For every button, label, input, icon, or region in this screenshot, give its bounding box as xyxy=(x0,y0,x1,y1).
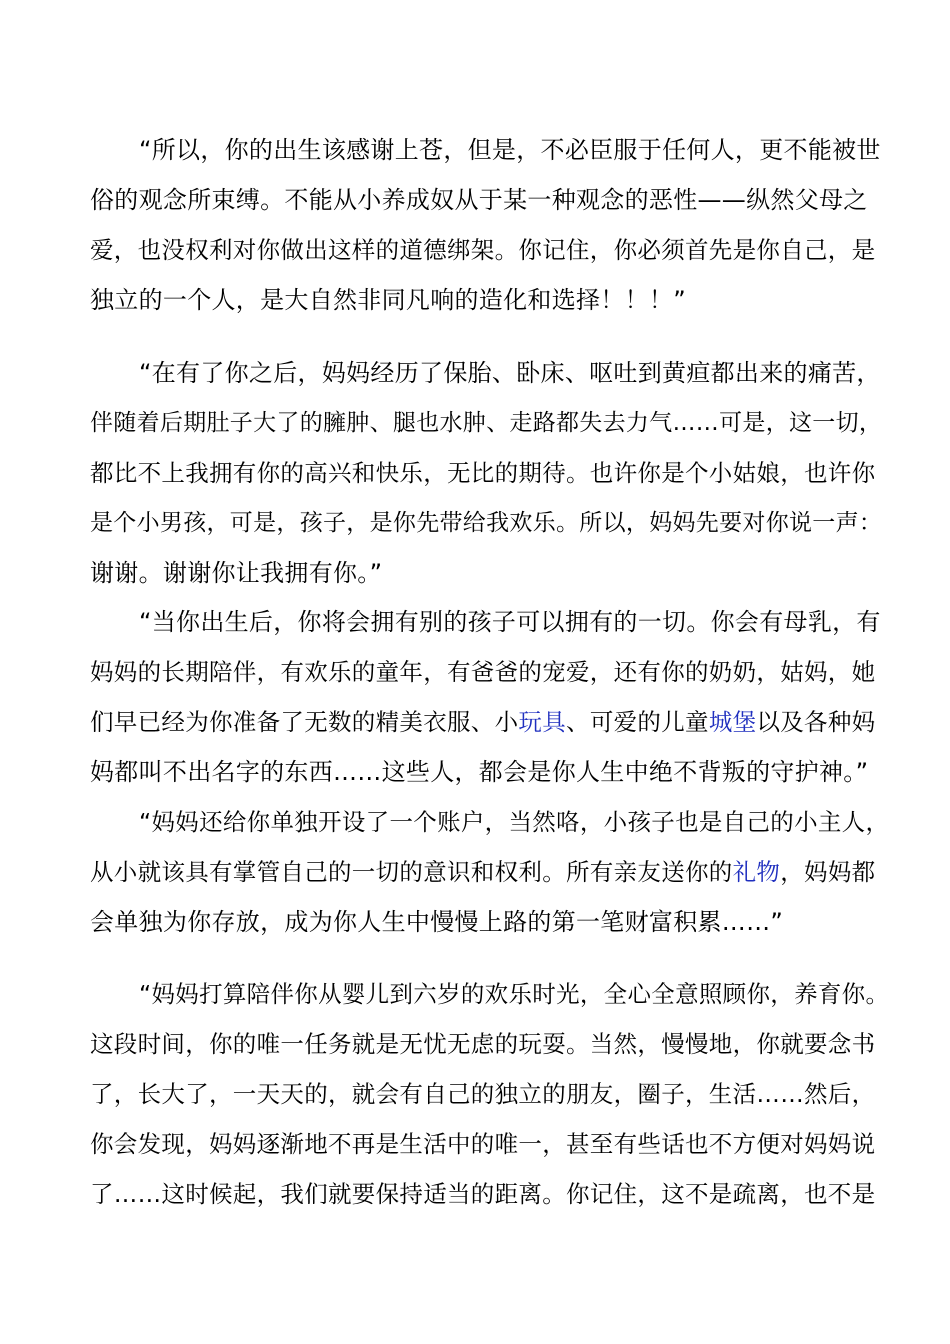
paragraph-5-line-1: “妈妈打算陪伴你从婴儿到六岁的欢乐时光，全心全意照顾你，养育你。 xyxy=(139,980,890,1008)
paragraph-2-line-4: 是个小男孩，可是，孩子，是你先带给我欢乐。所以，妈妈先要对你说一声： xyxy=(90,510,883,536)
paragraph-1-line-3: 爱，也没权利对你做出这样的道德绑架。你记住，你必须首先是你自己，是 xyxy=(90,236,876,264)
gift-link[interactable]: 礼物 xyxy=(732,858,781,886)
paragraph-4-line-3: 会单独为你存放，成为你人生中慢慢上路的第一笔财富积累……” xyxy=(90,908,784,936)
paragraph-3-line-1: “当你出生后，你将会拥有别的孩子可以拥有的一切。你会有母乳，有 xyxy=(139,608,881,636)
paragraph-2-line-2: 伴随着后期肚子大了的臃肿、腿也水肿、走路都失去力气……可是，这一切， xyxy=(90,410,883,436)
paragraph-2-line-1: “在有了你之后，妈妈经历了保胎、卧床、呕吐到黄疸都出来的痛苦， xyxy=(139,359,881,387)
paragraph-5-line-2: 这段时间，你的唯一任务就是无忧无虑的玩耍。当然，慢慢地，你就要念书 xyxy=(90,1030,876,1058)
paragraph-5-line-4: 你会发现，妈妈逐渐地不再是生活中的唯一，甚至有些话也不方便对妈妈说 xyxy=(90,1130,876,1158)
paragraph-4-line-1: “妈妈还给你单独开设了一个账户，当然咯，小孩子也是自己的小主人， xyxy=(139,808,890,836)
paragraph-1-line-1: “所以，你的出生该感谢上苍，但是，不必臣服于任何人，更不能被世 xyxy=(139,136,881,164)
castle-link[interactable]: 城堡 xyxy=(708,708,757,736)
paragraph-4-line-2: 从小就该具有掌管自己的一切的意识和权利。所有亲友送你的礼物，妈妈都 xyxy=(90,858,876,886)
paragraph-1-line-4: 独立的一个人，是大自然非同凡响的造化和选择！！！” xyxy=(90,286,686,314)
paragraph-5-line-5: 了……这时候起，我们就要保持适当的距离。你记住，这不是疏离，也不是 xyxy=(90,1180,876,1208)
paragraph-5-line-3: 了，长大了，一天天的，就会有自己的独立的朋友，圈子，生活……然后， xyxy=(90,1080,876,1108)
paragraph-3-line-3: 们早已经为你准备了无数的精美衣服、小玩具、可爱的儿童城堡以及各种妈 xyxy=(90,708,876,736)
paragraph-2-line-3: 都比不上我拥有你的高兴和快乐，无比的期待。也许你是个小姑娘，也许你 xyxy=(90,459,876,487)
paragraph-2-line-5: 谢谢。谢谢你让我拥有你。” xyxy=(90,559,383,587)
toys-link[interactable]: 玩具 xyxy=(518,708,567,736)
paragraph-3-line-4: 妈都叫不出名字的东西……这些人，都会是你人生中绝不背叛的守护神。” xyxy=(90,758,869,786)
paragraph-1-line-2: 俗的观念所束缚。不能从小养成奴从于某一种观念的恶性——纵然父母之 xyxy=(90,186,868,214)
paragraph-3-line-2: 妈妈的长期陪伴，有欢乐的童年，有爸爸的宠爱，还有你的奶奶，姑妈，她 xyxy=(90,658,876,686)
